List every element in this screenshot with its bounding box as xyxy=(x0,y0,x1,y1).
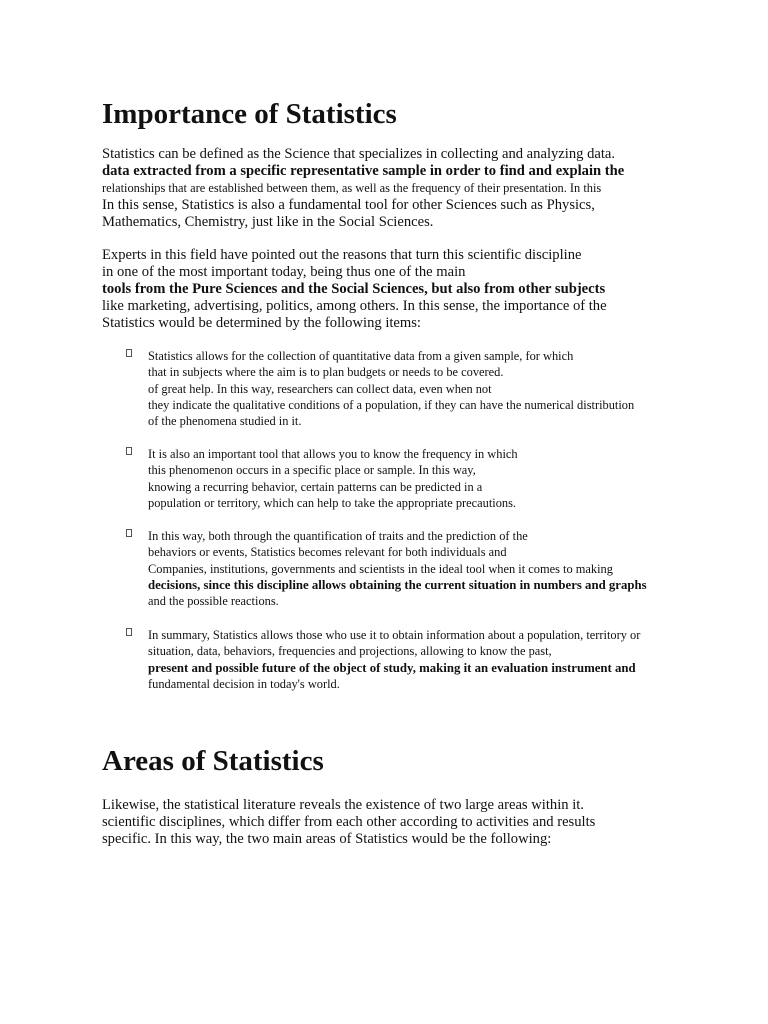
bullet-marker-icon xyxy=(126,628,132,636)
text-line: Likewise, the statistical literature reveals the existence of two large areas within it. xyxy=(102,797,584,813)
reasons-paragraph xyxy=(102,247,722,332)
text-line: like marketing, advertising, politics, among others. In this sense, the importance of the xyxy=(102,298,607,314)
text-line: Companies, institutions, governments and scientists in the ideal tool when it comes to making xyxy=(148,561,613,576)
text-line: decisions, since this discipline allows obtaining the current situation in numbers and graphs xyxy=(148,577,647,592)
text-line: It is also an important tool that allows you to know the frequency in which xyxy=(148,447,518,461)
text-line: knowing a recurring behavior, certain patterns can be predicted in a xyxy=(148,479,483,494)
text-line: scientific disciplines, which differ from each other according to activities and results xyxy=(102,814,596,830)
text-line: in one of the most important today, being thus one of the main xyxy=(102,264,466,280)
text-line: present and possible future of the object of study, making it an evaluation instrument and xyxy=(148,660,636,675)
text-line: situation, data, behaviors, frequencies and projections, allowing to know the past, xyxy=(148,644,552,659)
page-title: Importance of Statistics xyxy=(102,98,397,130)
text-line: that in subjects where the aim is to plan budgets or needs to be covered. xyxy=(148,365,504,380)
intro-paragraph xyxy=(102,146,722,231)
text-line: Mathematics, Chemistry, just like in the Social Sciences. xyxy=(102,214,434,230)
text-line: Statistics allows for the collection of quantitative data from a given sample, for which xyxy=(148,349,574,363)
text-line: Statistics would be determined by the following items: xyxy=(102,315,421,331)
text-line: tools from the Pure Sciences and the Social Sciences, but also from other subjects xyxy=(102,281,606,297)
text-line: In this way, both through the quantification of traits and the prediction of the xyxy=(148,529,528,543)
text-line: of the phenomena studied in it. xyxy=(148,414,302,429)
text-line: behaviors or events, Statistics becomes relevant for both individuals and xyxy=(148,545,507,560)
text-line: In summary, Statistics allows those who use it to obtain information about a population, territory or xyxy=(148,628,641,642)
areas-paragraph xyxy=(102,797,722,848)
text-line: of great help. In this way, researchers can collect data, even when not xyxy=(148,381,492,396)
text-line: population or territory, which can help to take the appropriate precautions. xyxy=(148,495,517,510)
section-heading: Areas of Statistics xyxy=(102,745,324,777)
text-line: In this sense, Statistics is also a fundamental tool for other Sciences such as Physics, xyxy=(102,197,595,213)
text-line: and the possible reactions. xyxy=(148,594,279,609)
bullet-marker-icon xyxy=(126,447,132,455)
text-line: Experts in this field have pointed out the reasons that turn this scientific discipline xyxy=(102,247,582,263)
bullet-marker-icon xyxy=(126,349,132,357)
bullet-marker-icon xyxy=(126,529,132,537)
text-line: Statistics can be defined as the Science that specializes in collecting and analyzing data. xyxy=(102,146,616,162)
text-line: fundamental decision in today's world. xyxy=(148,676,340,691)
text-line: they indicate the qualitative conditions of a population, if they can have the numerical distribution xyxy=(148,397,635,412)
text-line: specific. In this way, the two main areas of Statistics would be the following: xyxy=(102,831,552,847)
text-line: data extracted from a specific representative sample in order to find and explain the xyxy=(102,163,625,179)
text-line: relationships that are established between them, as well as the frequency of their presentation. In this xyxy=(102,181,602,195)
text-line: this phenomenon occurs in a specific place or sample. In this way, xyxy=(148,463,476,478)
